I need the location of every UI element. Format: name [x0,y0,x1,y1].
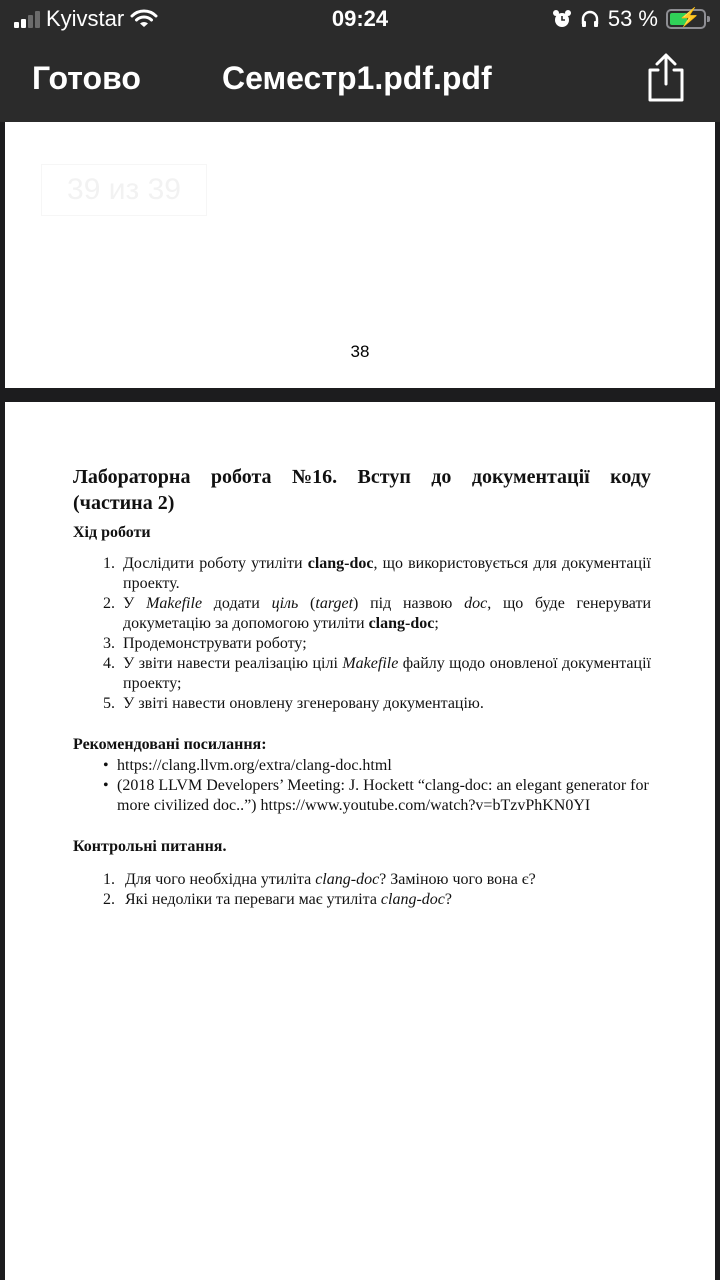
question-item [119,890,651,910]
text: Які недоліки та переваги має утиліта [125,891,381,908]
title-word: Вступ [357,466,411,488]
text: У звіті навести оновлену згенеровану документацію. [123,695,484,712]
text: У [123,595,147,612]
title-word: коду [610,466,651,488]
italic-text: Makefile [342,655,399,672]
questions-list [73,870,651,910]
text: ) під назвою [353,595,465,612]
reference-item: • (2018 LLVM Developers’ Meeting: J. Hockett “clang-doc: an elegant generator for more civilized doc..”) https://www.youtube.com/watch?v=bTzvPhKN0YI [103,776,651,816]
lab-title-line1 [73,464,651,490]
workflow-step [119,694,651,714]
workflow-steps [73,554,651,714]
pdf-page-38 [5,122,715,388]
page-indicator: 39 из 39 [41,164,207,216]
workflow-step [119,654,651,694]
workflow-heading: Хід роботи [73,524,151,541]
italic-text: target [315,595,354,612]
battery-charging-icon [666,9,706,29]
text: , що використовується для документації проекту. [123,555,651,592]
text: Продемонструвати роботу; [123,635,307,652]
headphones-icon [580,9,600,29]
page-content [73,464,651,910]
alarm-icon [552,9,572,29]
text: додати [202,595,272,612]
title-word: №16. [292,466,338,488]
text: ? [444,891,453,908]
page-number: 38 [350,342,370,361]
text: , що буде генерувати докуметацію за допомогою утиліти [123,595,652,632]
status-right [552,6,706,32]
references-heading: Рекомендовані посилання: [73,736,267,753]
bolt-icon: ⚡ [678,7,701,27]
italic-text: clang-doc [315,871,380,888]
carrier-name: Kyivstar [46,6,125,31]
lab-title [73,464,651,516]
text: файлу щодо оновленої документації проекту; [123,655,651,692]
italic-text: Makefile [146,595,203,612]
document-title: Семестр1.pdf.pdf [222,60,492,96]
bold-text: clang-doc [307,555,374,572]
workflow-step [119,554,651,594]
share-icon[interactable] [644,52,688,104]
title-word: робота [210,466,272,488]
question-item [119,870,651,890]
reference-item: • https://clang.llvm.org/extra/clang-doc.html [103,756,651,776]
italic-text: clang-doc [380,891,445,908]
text: ( [298,595,316,612]
text: Для чого необхідна утиліта [125,871,316,888]
text: ; [434,615,439,632]
text: ? Заміною чого вона є? [379,871,536,888]
italic-text: doc [464,595,488,612]
questions-heading: Контрольні питання. [73,838,227,855]
title-word: документації [471,466,590,488]
workflow-step [119,594,651,634]
pdf-page-39 [5,402,715,1280]
lab-title-line2: (частина 2) [73,492,175,514]
bold-text: clang-doc [368,615,435,632]
title-word: Лабораторна [73,466,191,488]
done-button[interactable]: Готово [32,60,141,96]
text: У звіти навести реалізацію цілі [123,655,343,672]
references-list [73,756,651,816]
text: Дослідити роботу утиліти [123,555,308,572]
italic-text: ціль [271,595,299,612]
workflow-step [119,634,651,654]
nav-bar [0,40,720,122]
status-bar [0,0,720,40]
clock: 09:24 [331,6,389,31]
battery-percent: 53 % [607,6,658,31]
title-word: до [431,466,452,488]
